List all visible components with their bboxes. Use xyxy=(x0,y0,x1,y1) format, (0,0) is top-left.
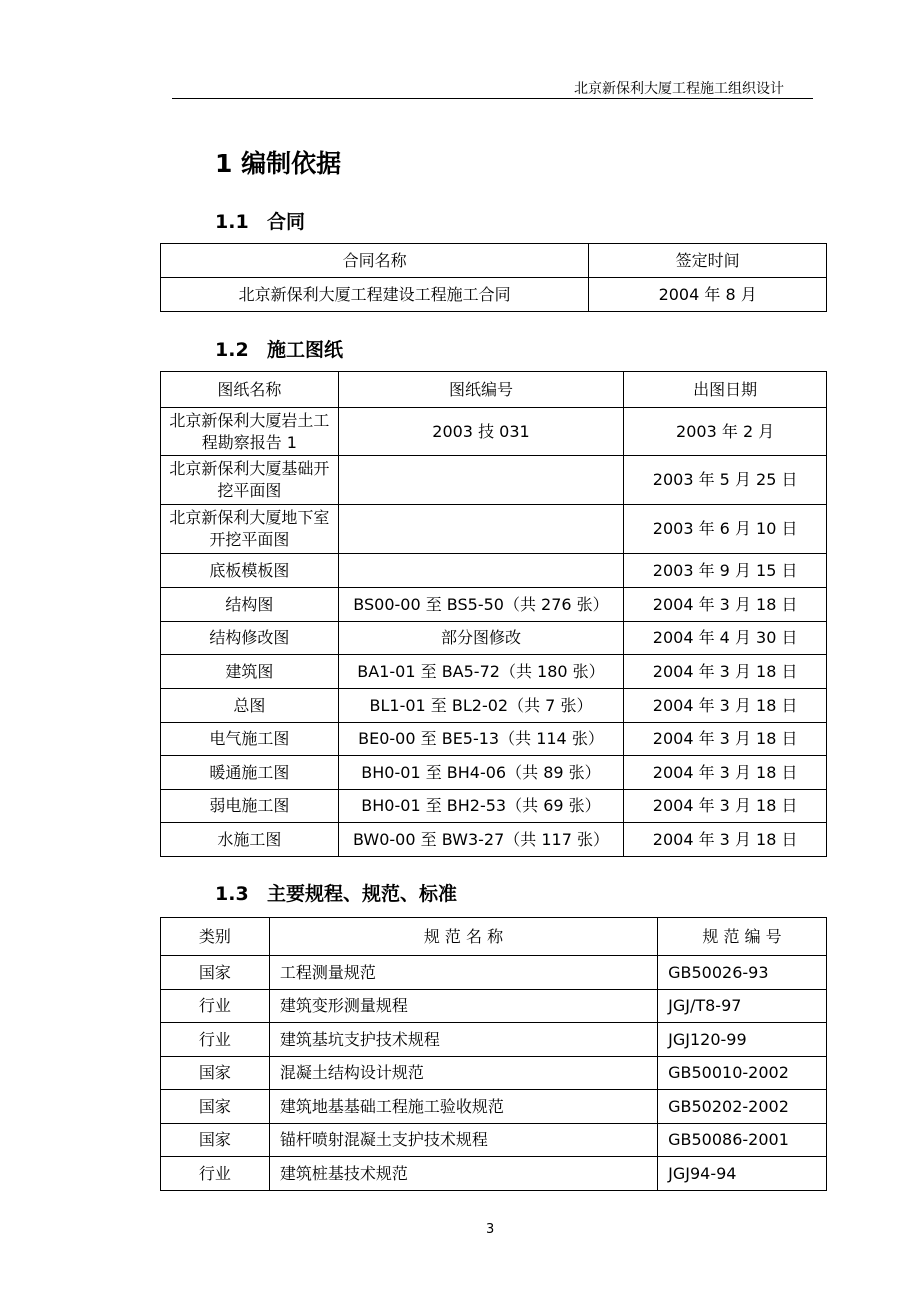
column-header: 出图日期 xyxy=(624,372,827,408)
standard-code-cell: JGJ/T8-97 xyxy=(658,990,827,1023)
drawing-code-cell: BS00-00 至 BS5-50（共 276 张） xyxy=(338,588,624,622)
column-header: 规 范 编 号 xyxy=(658,918,827,956)
table-row xyxy=(161,1157,827,1191)
drawing-code-cell xyxy=(338,505,624,554)
standard-type-cell: 国家 xyxy=(161,956,270,990)
drawing-code-cell: BH0-01 至 BH4-06（共 89 张） xyxy=(338,756,624,790)
standards-table xyxy=(160,917,827,1191)
standard-name-cell: 建筑地基基础工程施工验收规范 xyxy=(269,1090,657,1124)
table-row xyxy=(161,790,827,823)
standard-type-cell: 国家 xyxy=(161,1057,270,1090)
table-row xyxy=(161,756,827,790)
standard-code-cell: GB50202-2002 xyxy=(658,1090,827,1124)
page-number: 3 xyxy=(486,1222,495,1237)
standard-name-cell: 工程测量规范 xyxy=(269,956,657,990)
drawing-date-cell: 2004 年 3 月 18 日 xyxy=(624,588,827,622)
drawing-name-cell: 底板模板图 xyxy=(161,554,339,588)
drawing-name-cell: 结构图 xyxy=(161,588,339,622)
drawing-date-cell: 2003 年 2 月 xyxy=(624,408,827,456)
standard-code-cell: GB50086-2001 xyxy=(658,1124,827,1157)
drawing-code-cell: BE0-00 至 BE5-13（共 114 张） xyxy=(338,723,624,756)
standard-name-cell: 建筑桩基技术规范 xyxy=(269,1157,657,1191)
standard-code-cell: JGJ120-99 xyxy=(658,1023,827,1057)
drawing-name-cell: 弱电施工图 xyxy=(161,790,339,823)
drawing-date-cell: 2004 年 4 月 30 日 xyxy=(624,622,827,655)
drawing-code-cell: 部分图修改 xyxy=(338,622,624,655)
standard-type-cell: 国家 xyxy=(161,1124,270,1157)
column-header: 合同名称 xyxy=(161,244,589,278)
contract-date-cell: 2004 年 8 月 xyxy=(589,278,827,312)
column-header: 图纸编号 xyxy=(338,372,624,408)
standard-type-cell: 行业 xyxy=(161,990,270,1023)
drawing-name-cell: 水施工图 xyxy=(161,823,339,857)
section-title: 主要规程、规范、标准 xyxy=(267,883,458,905)
drawing-code-cell xyxy=(338,456,624,505)
contract-name-cell: 北京新保利大厦工程建设工程施工合同 xyxy=(161,278,589,312)
table-row xyxy=(161,622,827,655)
column-header: 签定时间 xyxy=(589,244,827,278)
drawing-name-cell: 北京新保利大厦地下室开挖平面图 xyxy=(161,505,339,554)
column-header: 图纸名称 xyxy=(161,372,339,408)
section-heading-drawings xyxy=(215,335,343,362)
table-row xyxy=(161,456,827,505)
drawing-name-cell: 暖通施工图 xyxy=(161,756,339,790)
drawing-name-cell: 北京新保利大厦岩土工程勘察报告 1 xyxy=(161,408,339,456)
drawing-date-cell: 2004 年 3 月 18 日 xyxy=(624,823,827,857)
standard-name-cell: 建筑基坑支护技术规程 xyxy=(269,1023,657,1057)
drawing-code-cell: BA1-01 至 BA5-72（共 180 张） xyxy=(338,655,624,689)
standard-code-cell: GB50026-93 xyxy=(658,956,827,990)
drawing-name-cell: 建筑图 xyxy=(161,655,339,689)
drawing-date-cell: 2003 年 6 月 10 日 xyxy=(624,505,827,554)
drawing-name-cell: 北京新保利大厦基础开挖平面图 xyxy=(161,456,339,505)
section-heading-standards xyxy=(215,879,457,906)
header-divider xyxy=(172,98,813,99)
table-header-row xyxy=(161,244,827,278)
contract-table xyxy=(160,243,827,312)
table-row xyxy=(161,505,827,554)
standard-type-cell: 国家 xyxy=(161,1090,270,1124)
drawing-code-cell: BL1-01 至 BL2-02（共 7 张） xyxy=(338,689,624,723)
drawing-date-cell: 2003 年 5 月 25 日 xyxy=(624,456,827,505)
column-header: 类别 xyxy=(161,918,270,956)
standard-code-cell: GB50010-2002 xyxy=(658,1057,827,1090)
table-row xyxy=(161,823,827,857)
table-row xyxy=(161,278,827,312)
section-title: 合同 xyxy=(267,211,306,233)
section-number: 1.3 xyxy=(215,883,249,905)
section-number: 1.1 xyxy=(215,211,249,233)
drawing-date-cell: 2004 年 3 月 18 日 xyxy=(624,756,827,790)
drawing-name-cell: 结构修改图 xyxy=(161,622,339,655)
table-row xyxy=(161,990,827,1023)
standard-name-cell: 建筑变形测量规程 xyxy=(269,990,657,1023)
drawing-date-cell: 2004 年 3 月 18 日 xyxy=(624,689,827,723)
table-row xyxy=(161,1124,827,1157)
drawing-code-cell xyxy=(338,554,624,588)
drawing-date-cell: 2004 年 3 月 18 日 xyxy=(624,723,827,756)
table-row xyxy=(161,1090,827,1124)
drawing-name-cell: 总图 xyxy=(161,689,339,723)
standard-name-cell: 混凝土结构设计规范 xyxy=(269,1057,657,1090)
table-row xyxy=(161,723,827,756)
section-heading-contract xyxy=(215,207,305,234)
drawing-name-cell: 电气施工图 xyxy=(161,723,339,756)
table-row xyxy=(161,689,827,723)
table-row xyxy=(161,588,827,622)
table-header-row xyxy=(161,372,827,408)
drawing-date-cell: 2004 年 3 月 18 日 xyxy=(624,655,827,689)
standard-code-cell: JGJ94-94 xyxy=(658,1157,827,1191)
section-title: 施工图纸 xyxy=(267,339,344,361)
drawing-code-cell: 2003 技 031 xyxy=(338,408,624,456)
table-row xyxy=(161,554,827,588)
drawing-date-cell: 2003 年 9 月 15 日 xyxy=(624,554,827,588)
table-row xyxy=(161,956,827,990)
standard-name-cell: 锚杆喷射混凝土支护技术规程 xyxy=(269,1124,657,1157)
chapter-title: 1 编制依据 xyxy=(215,149,342,178)
drawing-code-cell: BW0-00 至 BW3-27（共 117 张） xyxy=(338,823,624,857)
table-row xyxy=(161,655,827,689)
section-number: 1.2 xyxy=(215,339,249,361)
table-row xyxy=(161,1057,827,1090)
drawing-code-cell: BH0-01 至 BH2-53（共 69 张） xyxy=(338,790,624,823)
table-header-row xyxy=(161,918,827,956)
drawings-table xyxy=(160,371,827,857)
column-header: 规 范 名 称 xyxy=(269,918,657,956)
table-row xyxy=(161,408,827,456)
standard-type-cell: 行业 xyxy=(161,1157,270,1191)
standard-type-cell: 行业 xyxy=(161,1023,270,1057)
running-header: 北京新保利大厦工程施工组织设计 xyxy=(574,81,784,97)
drawing-date-cell: 2004 年 3 月 18 日 xyxy=(624,790,827,823)
table-row xyxy=(161,1023,827,1057)
